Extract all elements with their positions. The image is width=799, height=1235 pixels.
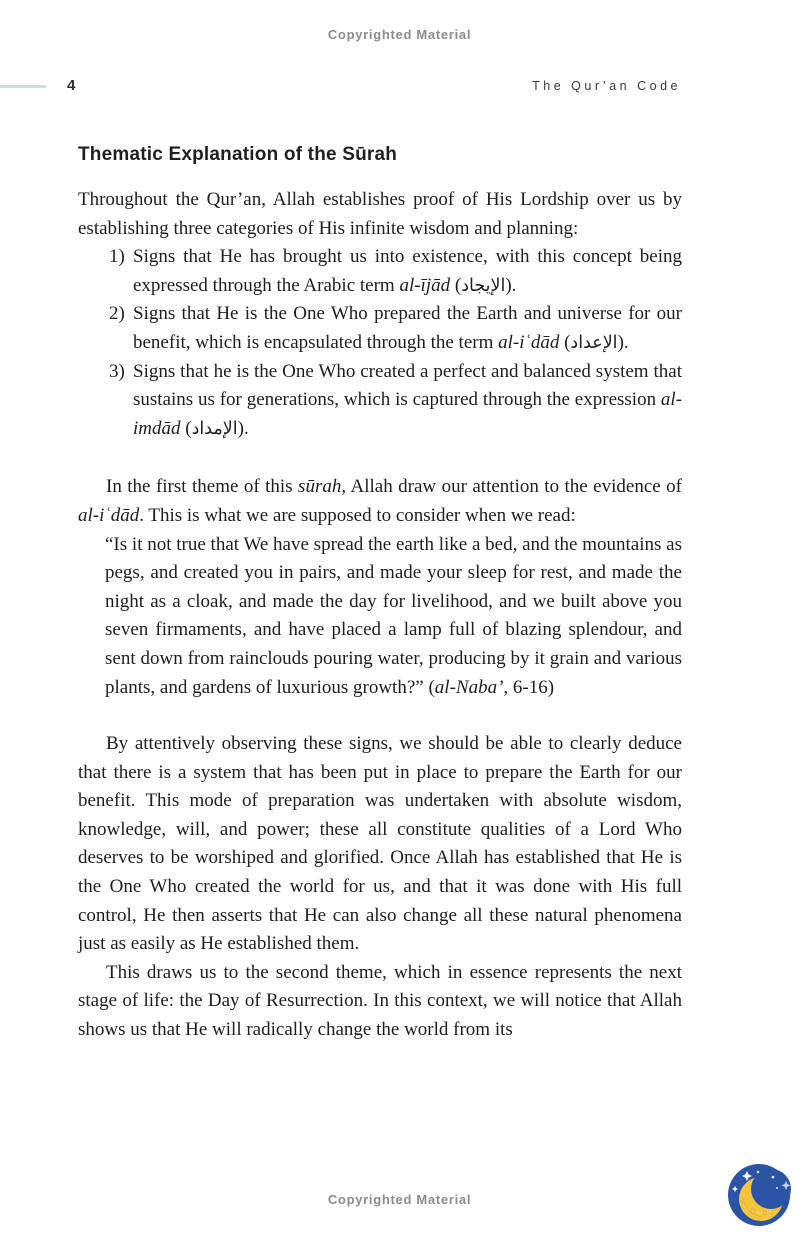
first-theme-paragraph: In the first theme of this sūrah, Allah draw our attention to the evidence of al-iʿdād. This is what we are supposed to consider when we read:: [78, 476, 682, 526]
list-item-3-text: Signs that he is the One Who created a perfect and balanced system that sustains us for generations, which is captured through the expression al-imdād (الإمداد).: [133, 360, 682, 439]
section-heading: Thematic Explanation of the Sūrah: [78, 144, 398, 165]
list-number-1: 1): [109, 246, 125, 268]
signs-numbered-list: [78, 243, 682, 443]
page-number: 4: [67, 77, 76, 94]
observing-signs-paragraph: By attentively observing these signs, we should be able to clearly deduce that there is a system that has been put in place to prepare the Earth for our benefit. This mode of preparation was undertaken with absolute wisdom, knowledge, will, and power; these all constitute qualities of a Lord Who deserves to be worshiped and glorified. Once Allah has established that He is the One Who created the world for us, and that it was done with His full control, He then asserts that He can also change all these natural phenomena just as easily as He established them.: [78, 733, 682, 955]
list-item-3: [78, 358, 682, 444]
list-item-1-text: Signs that He has brought us into existence, with this concept being expressed through the Arabic term al-ījād (الإيجاد).: [133, 246, 682, 296]
list-item-2-text: Signs that He is the One Who prepared the Earth and universe for our benefit, which is encapsulated through the term al-iʿdād (الإعداد).: [133, 303, 682, 353]
header-accent-line: [0, 85, 46, 88]
list-number-3: 3): [109, 360, 125, 382]
page-body: [78, 144, 682, 1045]
crescent-moon-icon: [727, 1163, 791, 1227]
copyright-watermark-top: Copyrighted Material: [327, 27, 472, 42]
second-theme-paragraph: This draws us to the second theme, which in essence represents the next stage of life: the Day of Resurrection. In this context, we will notice that Allah shows us that He will radically change the world from its: [78, 961, 682, 1041]
copyright-watermark-bottom: Copyrighted Material: [327, 1192, 472, 1207]
list-item-1: [78, 243, 682, 300]
running-header-book-title: The Qur’an Code: [532, 79, 681, 93]
list-number-2: 2): [109, 303, 125, 325]
quran-quote-block: “Is it not true that We have spread the earth like a bed, and the mountains as pegs, and created you in pairs, and made your sleep for rest, and made the night as a cloak, and made the day for livelihood, and we built above you seven firmaments, and have placed a lamp full of blazing splendour, and sent down from rainclouds pouring water, producing by it grain and various plants, and gardens of luxurious growth?” (al-Naba’, 6-16): [105, 533, 682, 698]
intro-paragraph: Throughout the Qur’an, Allah establishes proof of His Lordship over us by establishing three categories of His infinite wisdom and planning:: [78, 189, 682, 239]
crescent-moon-badge[interactable]: [727, 1163, 791, 1227]
list-item-2: [78, 300, 682, 357]
